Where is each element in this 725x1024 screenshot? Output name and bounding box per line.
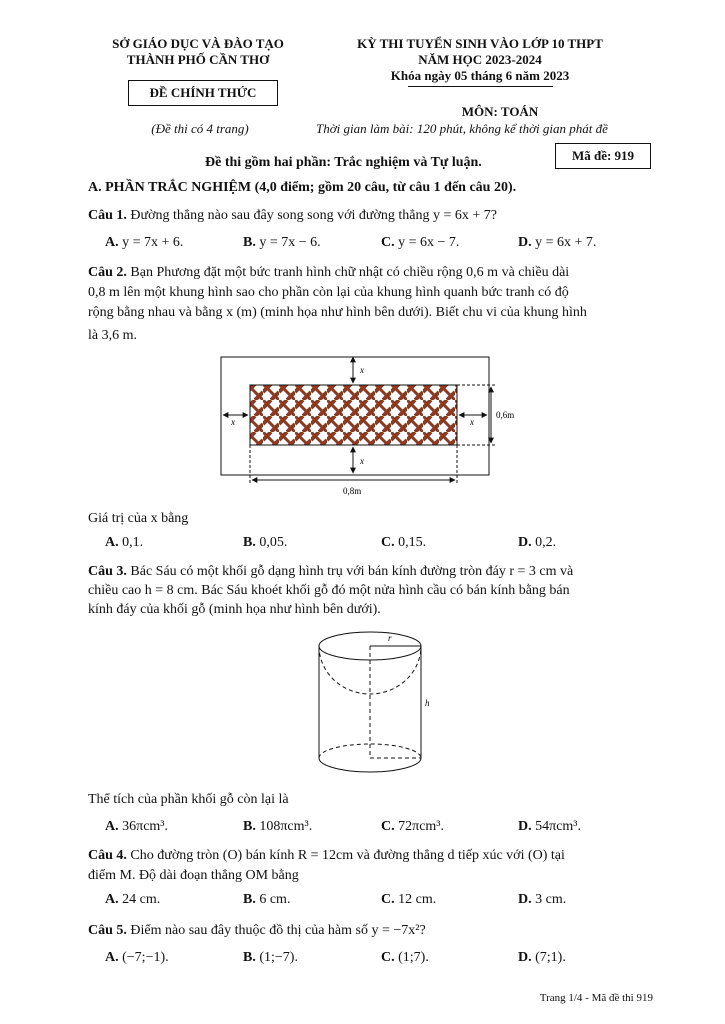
label-h: h — [425, 698, 430, 708]
exam-code-box: Mã đề: 919 — [555, 143, 651, 169]
q1-option-d: D. y = 6x + 7. — [518, 235, 597, 250]
q3-line3: kính đáy của khối gỗ (minh họa như hình bên dưới). — [88, 602, 381, 617]
q1-label: Câu 1. — [88, 208, 127, 223]
section-a-title: A. PHẦN TRẮC NGHIỆM (4,0 điểm; gồm 20 câu, từ câu 1 đến câu 20). — [88, 180, 517, 195]
q4-option-d: D. 3 cm. — [518, 892, 567, 907]
frame-figure — [215, 352, 515, 504]
header-underline — [408, 86, 553, 87]
time-note: Thời gian làm bài: 120 phút, không kể thời gian phát đề — [316, 121, 608, 136]
q4-line2: điểm M. Độ dài đoạn thẳng OM bằng — [88, 868, 299, 883]
q3-option-c: C. 72πcm³. — [381, 819, 444, 834]
q5-option-b: B. (1;−7). — [243, 950, 298, 965]
dept-line2: THÀNH PHỐ CẦN THƠ — [126, 52, 270, 67]
q2-option-a: A. 0,1. — [105, 535, 144, 550]
q2-line2: 0,8 m lên một khung hình sao cho phần còn lại của khung hình quanh bức tranh có độ — [88, 285, 569, 300]
exam-line1: KỲ THI TUYỂN SINH VÀO LỚP 10 THPT — [357, 36, 603, 51]
q5-option-a: A. (−7;−1). — [105, 950, 169, 965]
q2-line4: là 3,6 m. — [88, 328, 137, 343]
cylinder-figure — [310, 628, 440, 776]
dept-line1: SỞ GIÁO DỤC VÀ ĐÀO TẠO — [112, 36, 284, 51]
label-x-left: x — [231, 417, 235, 427]
label-x-right: x — [470, 417, 474, 427]
q3-option-b: B. 108πcm³. — [243, 819, 313, 834]
exam-line3: Khóa ngày 05 tháng 6 năm 2023 — [390, 68, 570, 83]
q4-label: Câu 4. — [88, 848, 127, 863]
label-x-bottom: x — [360, 456, 364, 466]
q3-option-d: D. 54πcm³. — [518, 819, 581, 834]
q2-after: Giá trị của x bằng — [88, 511, 189, 526]
q5-text — [88, 921, 654, 940]
dept-name — [88, 36, 308, 68]
q2-line1: Câu 2. Bạn Phương đặt một bức tranh hình chữ nhật có chiều rộng 0,6 m và chiều dài — [88, 265, 570, 280]
intro: Đề thi gồm hai phần: Trắc nghiệm và Tự luận. — [205, 155, 482, 170]
q1-option-c: C. y = 6x − 7. — [381, 235, 460, 250]
q4-option-a: A. 24 cm. — [105, 892, 161, 907]
q2-line3: rộng bằng nhau và bằng x (m) (minh họa như hình bên dưới). Biết chu vi của khung hình — [88, 305, 587, 320]
q5-stem: Điểm nào sau đây thuộc đồ thị của hàm số y = −7x²? — [130, 923, 426, 938]
q5-option-c: C. (1;7). — [381, 950, 429, 965]
q1-option-b: B. y = 7x − 6. — [243, 235, 321, 250]
subject: MÔN: TOÁN — [461, 104, 539, 119]
q1-option-a: A. y = 7x + 6. — [105, 235, 184, 250]
q3-line1: Câu 3. Bác Sáu có một khối gỗ dạng hình trụ với bán kính đường tròn đáy r = 3 cm và — [88, 564, 574, 579]
q4-option-c: C. 12 cm. — [381, 892, 437, 907]
q2-option-d: D. 0,2. — [518, 535, 557, 550]
q3-line2: chiều cao h = 8 cm. Bác Sáu khoét khối gỗ đó một nửa hình cầu có bán kính bằng bán — [88, 583, 570, 598]
q4-line1: Câu 4. Cho đường tròn (O) bán kính R = 12cm và đường thẳng d tiếp xúc với (O) tại — [88, 848, 565, 863]
q5-option-d: D. (7;1). — [518, 950, 566, 965]
q1-text — [88, 206, 654, 225]
label-height: 0,6m — [496, 410, 515, 420]
q1-stem: Đường thẳng nào sau đây song song với đường thẳng y = 6x + 7? — [130, 208, 497, 223]
exam-line2: NĂM HỌC 2023-2024 — [418, 52, 542, 67]
label-width: 0,8m — [343, 486, 362, 496]
label-r: r — [388, 633, 392, 643]
q5-label: Câu 5. — [88, 923, 127, 938]
exam-title — [330, 36, 630, 84]
pages-note: (Đề thi có 4 trang) — [151, 121, 249, 136]
label-x-top: x — [360, 365, 364, 375]
q4-option-b: B. 6 cm. — [243, 892, 291, 907]
official-badge: ĐỀ CHÍNH THỨC — [128, 80, 278, 106]
painting — [250, 385, 457, 445]
q3-after: Thể tích của phần khối gỗ còn lại là — [88, 792, 289, 807]
q3-option-a: A. 36πcm³. — [105, 819, 168, 834]
q2-label: Câu 2. — [88, 265, 127, 280]
q3-label: Câu 3. — [88, 564, 127, 579]
q2-option-b: B. 0,05. — [243, 535, 288, 550]
page-footer: Trang 1/4 - Mã đề thi 919 — [539, 992, 653, 1004]
q2-option-c: C. 0,15. — [381, 535, 427, 550]
